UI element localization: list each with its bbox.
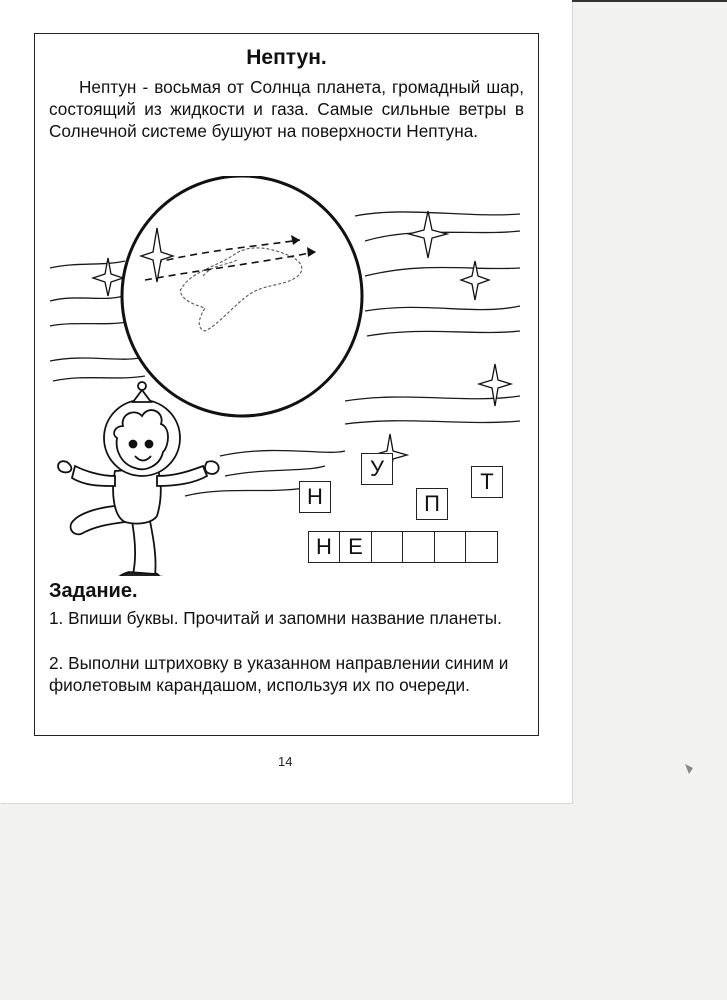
- letter-box-1: Н: [299, 481, 331, 513]
- page-title: Нептун.: [246, 46, 327, 69]
- answer-cell[interactable]: Е: [339, 531, 372, 563]
- answer-cell[interactable]: [402, 531, 435, 563]
- pencil-mark-icon: [683, 762, 697, 776]
- task-item-2: 2. Выполни штриховку в указанном направлении синим и фиолетовым карандашом, используя их по очереди.: [49, 653, 509, 695]
- answer-cell[interactable]: [371, 531, 404, 563]
- letter-box-2: У: [361, 453, 393, 485]
- letter-box-4: Т: [471, 466, 503, 498]
- intro-text: Нептун - восьмая от Солнца планета, громадный шар, состоящий из жидкости и газа. Самые сильные ветры в Солнечной системе бушуют на поверхности Нептуна.: [49, 77, 524, 141]
- answer-cell[interactable]: [465, 531, 498, 563]
- answer-cell[interactable]: [434, 531, 467, 563]
- letter-box-3: П: [416, 488, 448, 520]
- star-icon: [409, 211, 447, 258]
- task-item-1: 1. Впиши буквы. Прочитай и запомни название планеты.: [49, 608, 502, 628]
- answer-cell[interactable]: Н: [308, 531, 341, 563]
- star-icon: [461, 261, 489, 300]
- content-frame: [34, 33, 539, 736]
- astronaut-child-icon: [58, 382, 219, 576]
- page-edge-line: [572, 0, 727, 2]
- page-number: 14: [278, 754, 293, 769]
- answer-word-cells: [309, 531, 498, 563]
- star-icon: [479, 364, 511, 406]
- neptune-illustration: [45, 176, 530, 576]
- planet-neptune: [122, 176, 362, 416]
- task-heading: Задание.: [49, 580, 138, 602]
